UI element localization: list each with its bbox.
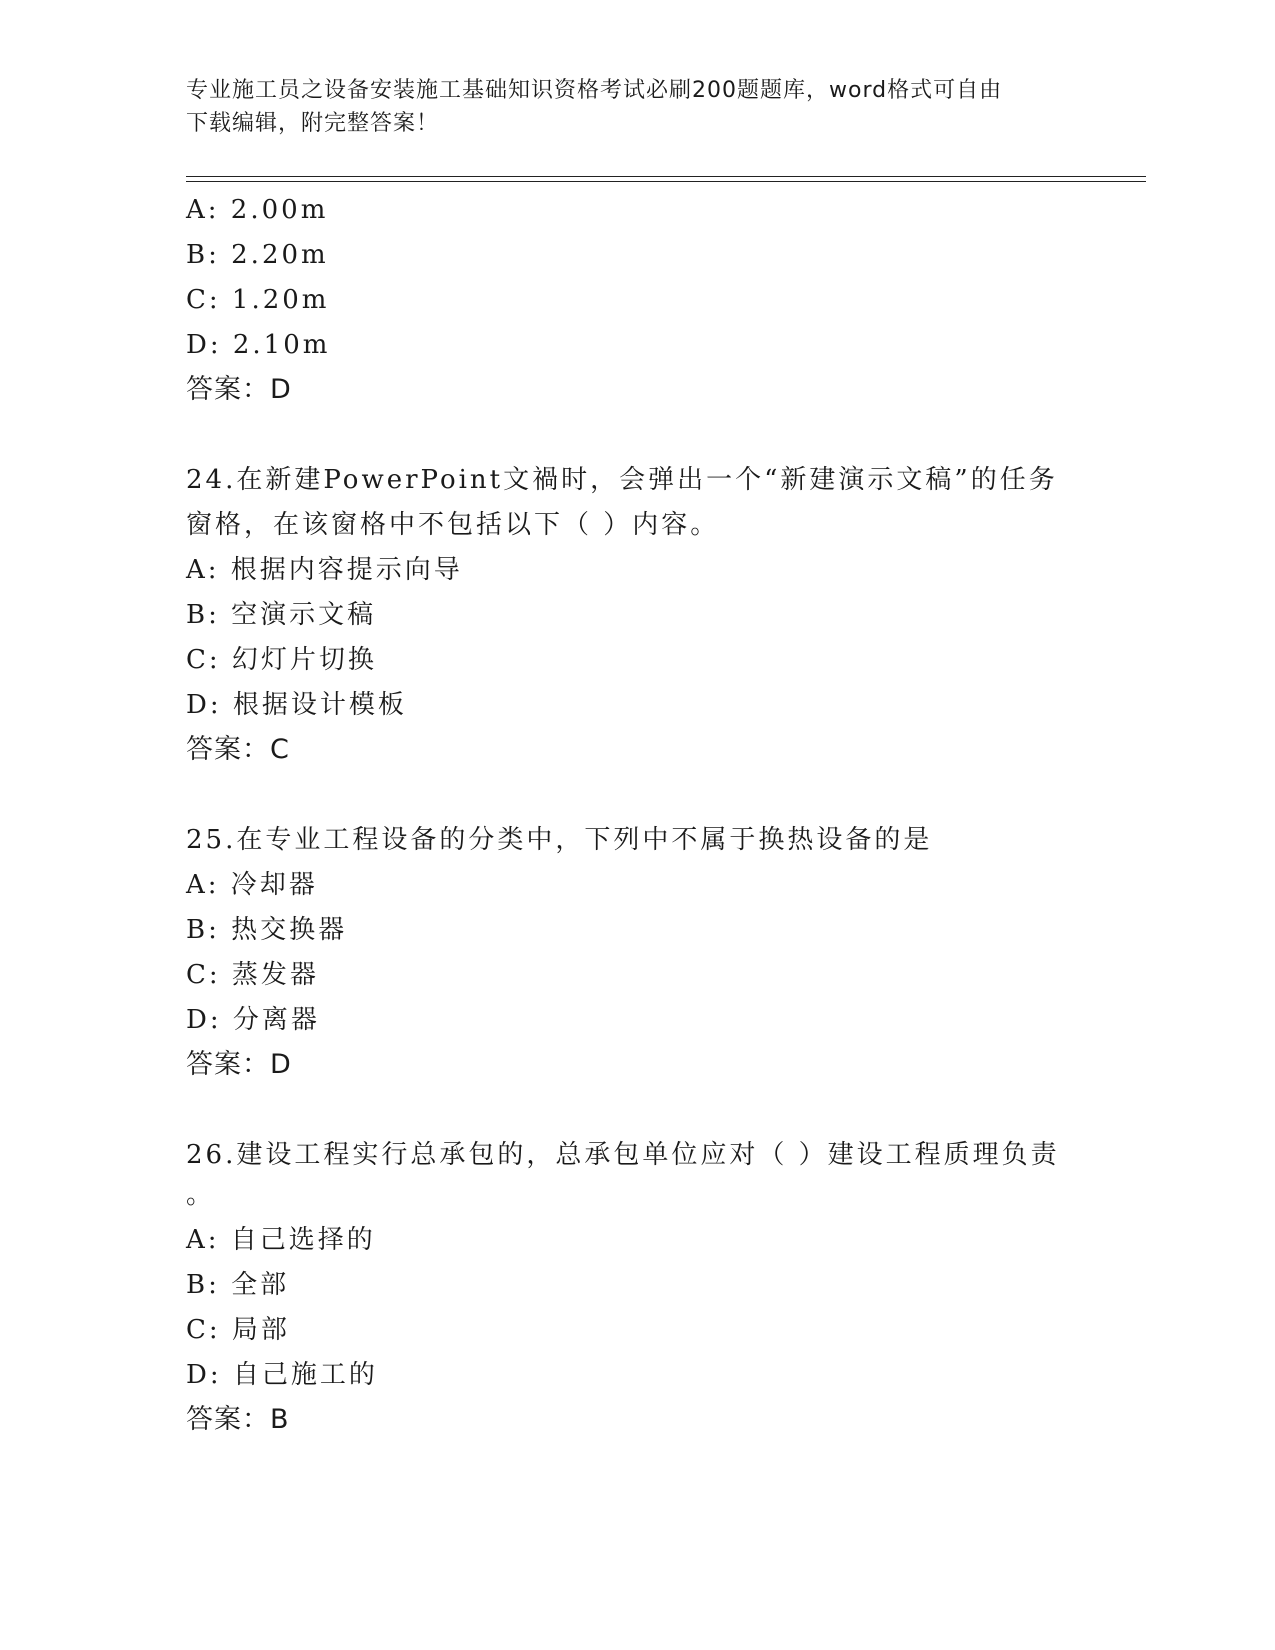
q26-stem-line-2: 。 xyxy=(186,1180,216,1210)
q23-answer: 答案：D xyxy=(186,374,292,405)
q25-stem-line-1: 25.在专业工程设备的分类中，下列中不属于换热设备的是 xyxy=(186,825,933,855)
q26-option-b: B: 全部 xyxy=(186,1270,290,1300)
q25-option-b: B: 热交换器 xyxy=(186,915,348,945)
q26-option-a: A: 自己选择的 xyxy=(186,1225,376,1255)
q23-option-d: D: 2.10m xyxy=(186,330,331,360)
q25-option-d: D: 分离器 xyxy=(186,1005,320,1035)
q25-option-a: A: 冷却器 xyxy=(186,870,318,900)
q23-option-c: C: 1.20m xyxy=(186,285,330,315)
q26-answer: 答案：B xyxy=(186,1404,290,1435)
q24-option-d: D: 根据设计模板 xyxy=(186,690,407,720)
q26-stem-line-1: 26.建设工程实行总承包的，总承包单位应对（ ）建设工程质理负责 xyxy=(186,1140,1060,1170)
q26-option-c: C: 局部 xyxy=(186,1315,290,1345)
header-divider-bottom xyxy=(186,181,1146,182)
header-divider-top xyxy=(186,176,1146,177)
q24-option-c: C: 幻灯片切换 xyxy=(186,645,377,675)
q23-option-b: B: 2.20m xyxy=(186,240,329,270)
q25-option-c: C: 蒸发器 xyxy=(186,960,319,990)
q24-option-b: B: 空演示文稿 xyxy=(186,600,377,630)
q25-answer: 答案：D xyxy=(186,1049,292,1080)
q24-option-a: A: 根据内容提示向导 xyxy=(186,555,463,585)
q24-stem-line-2: 窗格，在该窗格中不包括以下（ ）内容。 xyxy=(186,510,720,540)
q24-answer: 答案：C xyxy=(186,734,290,765)
header-line-2: 下载编辑，附完整答案！ xyxy=(186,111,440,136)
document-header xyxy=(186,74,1086,140)
q26-option-d: D: 自己施工的 xyxy=(186,1360,378,1390)
header-line-1: 专业施工员之设备安装施工基础知识资格考试必刷200题题库，word格式可自由 xyxy=(186,78,1003,103)
q24-stem-line-1: 24.在新建PowerPoint文禍时，会弹出一个“新建演示文稿”的任务 xyxy=(186,465,1058,495)
q23-option-a: A: 2.00m xyxy=(186,195,329,225)
